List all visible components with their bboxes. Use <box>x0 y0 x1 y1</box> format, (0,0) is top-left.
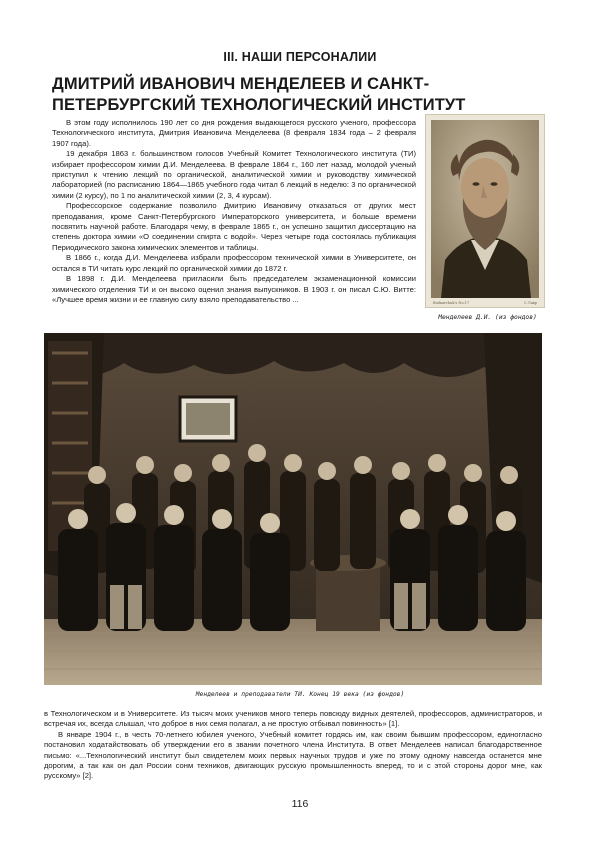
section-title: III. НАШИ ПЕРСОНАЛИИ <box>0 50 600 64</box>
paragraph: В 1866 г., когда Д.И. Менделеева избрали профессором технической химии в Университете, он остался в ТИ читать курс лекций по органической химии до 1872 г. <box>52 253 416 274</box>
paragraph: В январе 1904 г., в честь 70-летнего юбилея ученого, Учебный комитет гордясь им, как своим бывшим профессором, единогласно постановил ходатайствовать об утверждении его в звании почетного члена Института. В ответ Менделеев написал благодарственное письмо: «...Технологический институт был свидетелем моих первых научных трудов и уже по этому одному навсегда останется мне дорогим, а так как он дал России сонм техников, двигающих русскую промышленность вперед, то и с этой стороны дорог мне, как русскому» [2]. <box>44 730 542 782</box>
paragraph: В 1898 г. Д.И. Менделеева пригласили быть председателем экзаменационной комиссии химического отделения ТИ и он высоко оценил знания выпускников. В 1903 г. он писал С.Ю. Витте: «Лучшее время жизни и ее главную силу взяло преподавательство ... <box>52 274 416 305</box>
article-body-continued <box>44 709 542 782</box>
article-title: ДМИТРИЙ ИВАНОВИЧ МЕНДЕЛЕЕВ И САНКТ-ПЕТЕРБУРГСКИЙ ТЕХНОЛОГИЧЕСКИЙ ИНСТИТУТ <box>52 74 552 116</box>
paragraph: Профессорское содержание позволило Дмитрию Ивановичу отказаться от других мест преподавания, кроме Санкт-Петербургского Императорского университета, и больше времени посвятить научной работе. Благодаря чему, в феврале 1865 г., он успешно защитил диссертацию на степень доктора химии «О соединении спирта с водой». Через четыре года состоялась публикация Периодического закона химических элементов и таблицы. <box>52 201 416 253</box>
card-mark-right: С.Лавр <box>524 301 537 305</box>
card-mark-left: Bodnarchuk's No.17 <box>433 301 469 305</box>
group-photo-illustration <box>44 333 542 685</box>
portrait-caption: Менделеев Д.И. (из фондов) <box>425 314 550 321</box>
portrait-illustration <box>431 120 539 298</box>
article-body-column <box>52 118 416 305</box>
paragraph: 19 декабря 1863 г. большинством голосов Учебный Комитет Технологического института (ТИ) избирает профессором химии Д.И. Менделеева. В феврале 1864 г., 160 лет назад, молодой ученый приступил к чтению лекций по органической, аналитической химии и руководству химической лабораторией (по расписанию 1864—1865 учебного года читал 6 лекций в неделю: 3 по органической химии (2 курсу), по 1 по аналитической химии (2, 3, 4 курсам). <box>52 149 416 201</box>
portrait-card <box>425 114 545 308</box>
paragraph: В этом году исполнилось 190 лет со дня рождения выдающегося русского ученого, профессора Технологического института, Дмитрия Ивановича Менделеева (8 февраля 1834 года – 2 февраля 1907 года). <box>52 118 416 149</box>
portrait-photo <box>431 120 539 298</box>
group-photo <box>44 333 542 685</box>
paragraph: в Технологическом и в Университете. Из тысяч моих учеников много теперь повсюду видных деятелей, профессоров, администраторов, и встречая их, всегда слышал, что доброе в них семя полагал, а не простую отбывал повинность» [1]. <box>44 709 542 730</box>
page-number: 116 <box>0 798 600 810</box>
document-page <box>0 0 600 848</box>
group-photo-caption: Менделеев и преподаватели ТИ. Конец 19 века (из фондов) <box>0 691 600 698</box>
